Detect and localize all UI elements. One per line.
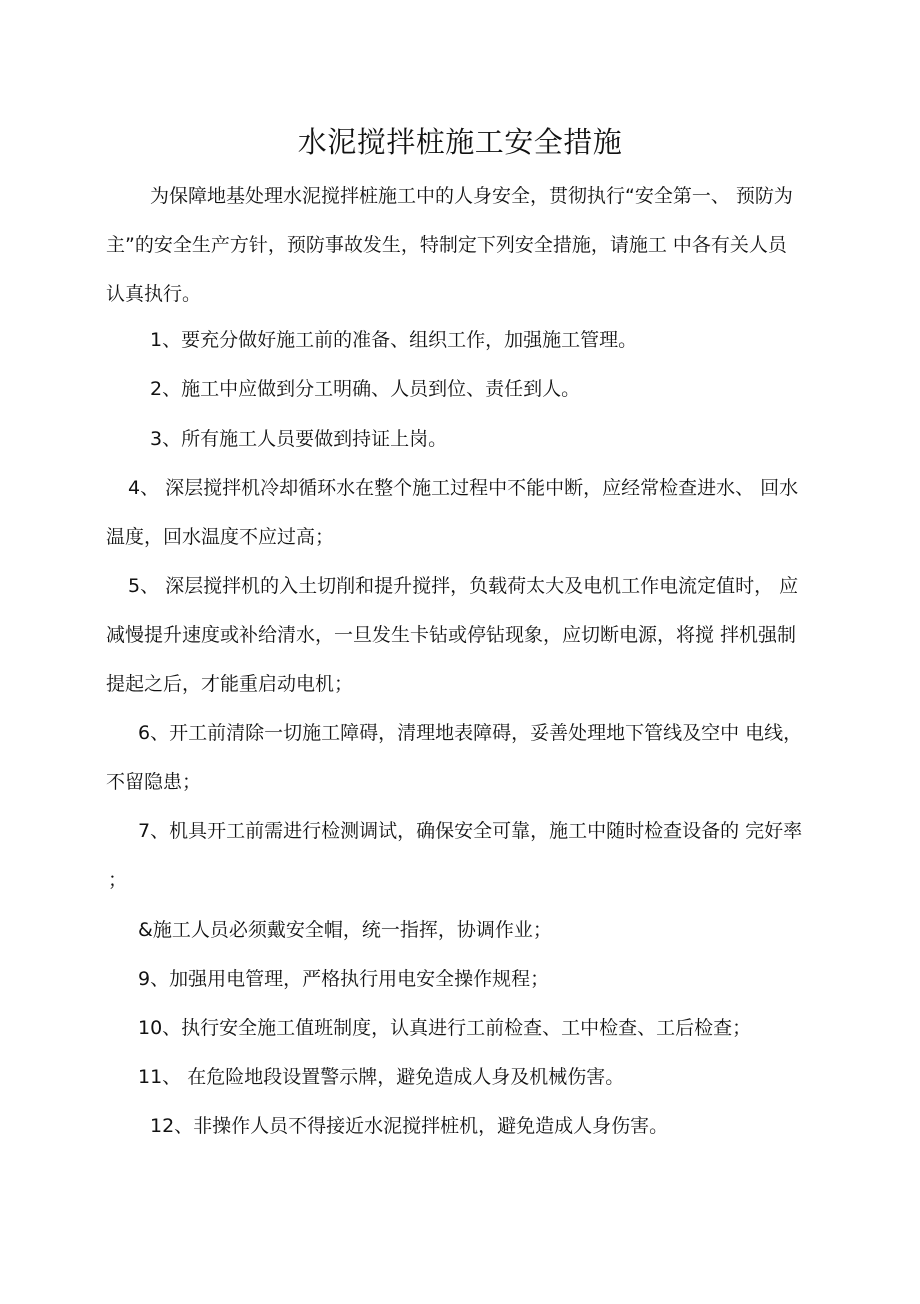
document-title: 水泥搅拌桩施工安全措施	[297, 125, 623, 159]
measure-item-3: 3、所有施工人员要做到持证上岗。	[150, 428, 448, 450]
measure-item-7-line-2: ；	[108, 869, 128, 891]
measure-item-5-line-3: 提起之后，才能重启动电机；	[106, 673, 354, 695]
measure-item-2: 2、施工中应做到分工明确、人员到位、责任到人。	[150, 378, 581, 400]
measure-item-6-line-2: 不留隐患；	[106, 771, 202, 793]
measure-item-1: 1、要充分做好施工前的准备、组织工作，加强施工管理。	[150, 329, 638, 351]
intro-line-3: 认真执行。	[106, 283, 202, 305]
intro-line-2: 主”的安全生产方针，预防事故发生，特制定下列安全措施，请施工 中各有关人员	[106, 234, 787, 256]
measure-item-10: 10、执行安全施工值班制度，认真进行工前检查、工中检查、工后检查；	[138, 1017, 752, 1039]
measure-item-4-line-1: 4、 深层搅拌机冷却循环水在整个施工过程中不能中断，应经常检查进水、 回水	[128, 477, 799, 499]
measure-item-12: 12、非操作人员不得接近水泥搅拌桩机，避免造成人身伤害。	[150, 1115, 669, 1137]
measure-item-5-line-2: 减慢提升速度或补给清水，一旦发生卡钻或停钻现象，应切断电源，将搅 拌机强制	[106, 624, 797, 646]
measure-item-9: 9、加强用电管理，严格执行用电安全操作规程；	[138, 968, 550, 990]
measure-item-4-line-2: 温度，回水温度不应过高；	[106, 526, 335, 548]
measure-item-11: 11、 在危险地段设置警示牌，避免造成人身及机械伤害。	[138, 1066, 625, 1088]
measure-item-7-line-1: 7、机具开工前需进行检测调试，确保安全可靠，施工中随时检查设备的 完好率	[138, 820, 803, 842]
intro-line-1: 为保障地基处理水泥搅拌桩施工中的人身安全，贯彻执行“安全第一、 预防为	[150, 185, 793, 207]
measure-item-5-line-1: 5、 深层搅拌机的入土切削和提升搅拌，负载荷太大及电机工作电流定值时， 应	[128, 575, 799, 597]
measure-item-6-line-1: 6、开工前清除一切施工障碍，清理地表障碍，妥善处理地下管线及空中 电线，	[138, 722, 803, 744]
measure-item-8: &施工人员必须戴安全帽，统一指挥，协调作业；	[138, 919, 552, 941]
